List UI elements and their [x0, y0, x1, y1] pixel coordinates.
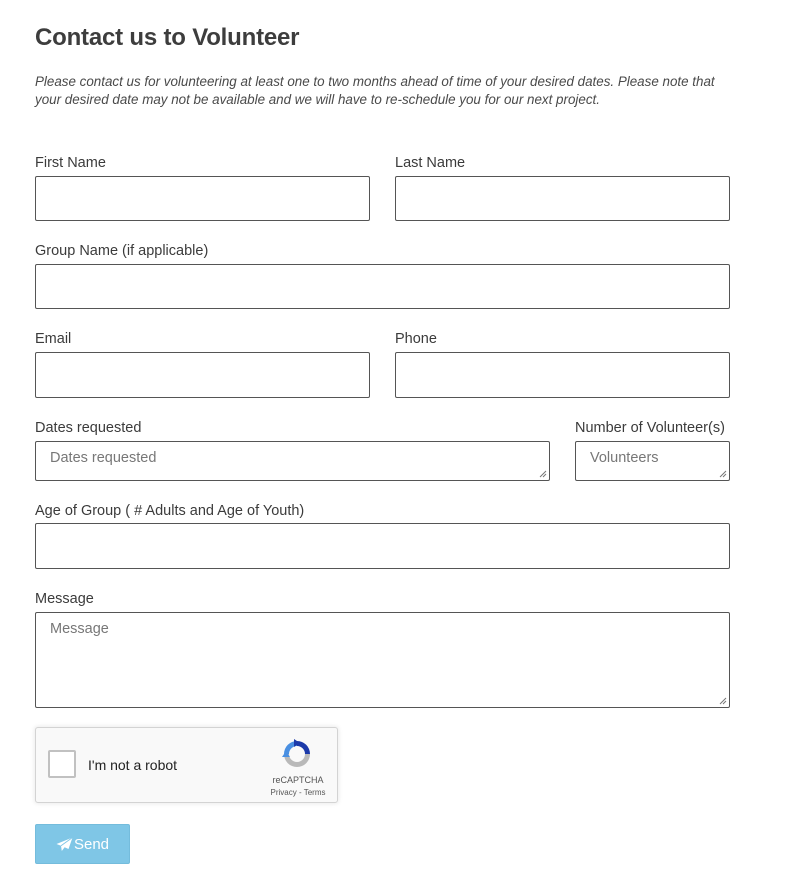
recaptcha-checkbox[interactable]: [48, 750, 76, 778]
recaptcha-label: I'm not a robot: [88, 757, 178, 773]
email-label: Email: [35, 331, 72, 347]
recaptcha-links: [266, 788, 330, 797]
resize-handle-icon[interactable]: [719, 697, 727, 705]
send-button-label: Send: [73, 835, 110, 853]
volunteers-label: Number of Volunteer(s): [575, 420, 725, 436]
resize-handle-icon[interactable]: [539, 470, 547, 478]
phone-label: Phone: [395, 331, 437, 347]
message-placeholder: Message: [50, 621, 109, 637]
message-textarea[interactable]: [35, 612, 730, 708]
dates-requested-textarea[interactable]: [35, 441, 550, 481]
recaptcha-terms-link[interactable]: Terms: [303, 788, 326, 797]
recaptcha-widget: [35, 727, 338, 803]
send-button[interactable]: [35, 824, 130, 864]
age-of-group-label: Age of Group ( # Adults and Age of Youth): [35, 503, 305, 519]
group-name-input[interactable]: [35, 264, 730, 309]
first-name-label: First Name: [35, 155, 106, 171]
page-title: Contact us to Volunteer: [35, 24, 300, 51]
recaptcha-link-separator: -: [298, 788, 302, 797]
volunteers-textarea[interactable]: [575, 441, 730, 481]
phone-input[interactable]: [395, 352, 730, 398]
first-name-input[interactable]: [35, 176, 370, 221]
last-name-input[interactable]: [395, 176, 730, 221]
recaptcha-brand: reCAPTCHA: [272, 775, 324, 785]
resize-handle-icon[interactable]: [719, 470, 727, 478]
group-name-label: Group Name (if applicable): [35, 243, 209, 259]
recaptcha-logo-icon: [281, 738, 313, 770]
intro-text: Please contact us for volunteering at least one to two months ahead of time of your desired dates. Please note that your desired date may not be available and we will have to re-schedule you for our next project.: [35, 74, 715, 107]
recaptcha-privacy-link[interactable]: Privacy: [270, 788, 297, 797]
age-of-group-input[interactable]: [35, 523, 730, 569]
dates-requested-label: Dates requested: [35, 420, 142, 436]
dates-requested-placeholder: Dates requested: [50, 450, 157, 466]
email-input[interactable]: [35, 352, 370, 398]
volunteers-placeholder: Volunteers: [590, 450, 659, 466]
paper-plane-icon: [56, 837, 73, 852]
last-name-label: Last Name: [395, 155, 466, 171]
message-label: Message: [35, 591, 94, 607]
